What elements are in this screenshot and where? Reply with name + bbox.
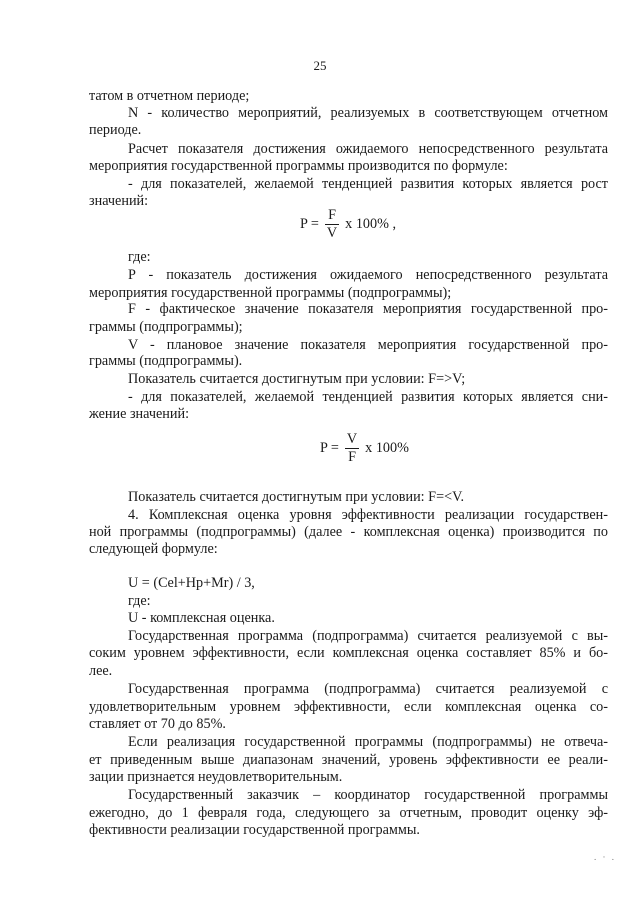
text-line: ной программы (подпрограммы) (далее - комплексная оценка) производится по bbox=[89, 524, 608, 540]
text-line: значений: bbox=[89, 193, 149, 209]
text-line: Государственная программа (подпрограмма) считается реализуемой с bbox=[128, 681, 608, 697]
text-line: зации признается неудовлетворительным. bbox=[89, 769, 343, 785]
formula-decline-rhs: x 100% bbox=[365, 440, 409, 456]
text-line: U - комплексная оценка. bbox=[128, 610, 275, 626]
text-line: ставляет от 70 до 85%. bbox=[89, 716, 226, 732]
text-line: P - показатель достижения ожидаемого непосредственного результата bbox=[128, 267, 608, 283]
formula-rise-denominator: V bbox=[326, 225, 338, 241]
text-line: следующей формуле: bbox=[89, 541, 218, 557]
text-line: V - плановое значение показателя мероприятия государственной про- bbox=[128, 337, 608, 353]
text-line: где: bbox=[128, 593, 151, 609]
text-line: Государственный заказчик – координатор государственной программы bbox=[128, 787, 608, 803]
formula-rise-lhs: P = bbox=[300, 216, 319, 232]
text-line: Показатель считается достигнутым при условии: F=>V; bbox=[128, 371, 466, 387]
text-line: где: bbox=[128, 249, 151, 265]
text-line: ежегодно, до 1 февраля года, следующего за отчетным, проводит оценку эф- bbox=[89, 805, 608, 821]
text-line: татом в отчетном периоде; bbox=[89, 88, 250, 104]
text-line: граммы (подпрограммы). bbox=[89, 353, 243, 369]
formula-rise-rhs: x 100% , bbox=[345, 216, 397, 232]
formula-rise-numerator: F bbox=[328, 207, 336, 223]
text-line: удовлетворительным уровнем эффективности, если комплексная оценка со- bbox=[89, 699, 608, 715]
text-line: 4. Комплексная оценка уровня эффективности реализации государствен- bbox=[128, 507, 608, 523]
text-line: N - количество мероприятий, реализуемых в соответствующем отчетном bbox=[128, 105, 608, 121]
text-line: Государственная программа (подпрограмма) считается реализуемой с вы- bbox=[128, 628, 608, 644]
text-line: жение значений: bbox=[89, 406, 190, 422]
formula-decline-lhs: P = bbox=[320, 440, 339, 456]
text-line: U = (Cel+Hp+Mr) / 3, bbox=[128, 575, 255, 591]
formula-decline-denominator: F bbox=[348, 449, 356, 465]
text-line: граммы (подпрограммы); bbox=[89, 319, 243, 335]
scan-mark: . · . bbox=[594, 852, 616, 862]
formula-rise bbox=[300, 208, 396, 241]
text-line: - для показателей, желаемой тенденцией развития которых является рост bbox=[128, 176, 608, 192]
text-line: соким уровнем эффективности, если комплексная оценка составляет 85% и бо- bbox=[89, 645, 608, 661]
page-number: 25 bbox=[313, 58, 327, 73]
formula-rise-fraction bbox=[325, 208, 339, 241]
formula-decline-fraction bbox=[345, 432, 359, 465]
text-line: мероприятия государственной программы (подпрограммы); bbox=[89, 285, 452, 301]
text-line: фективности реализации государственной программы. bbox=[89, 822, 420, 838]
text-line: Показатель считается достигнутым при условии: F=<V. bbox=[128, 489, 465, 505]
text-line: лее. bbox=[89, 663, 113, 679]
text-line: ет приведенным выше диапазонам значений, уровень эффективности ее реали- bbox=[89, 752, 608, 768]
text-line: - для показателей, желаемой тенденцией развития которых является сни- bbox=[128, 389, 608, 405]
text-line: периоде. bbox=[89, 122, 142, 138]
formula-decline-numerator: V bbox=[346, 431, 358, 447]
text-line: Расчет показателя достижения ожидаемого непосредственного результата bbox=[128, 141, 608, 157]
text-line: мероприятия государственной программы производится по формуле: bbox=[89, 158, 508, 174]
text-line: Если реализация государственной программы (подпрограммы) не отвеча- bbox=[128, 734, 608, 750]
text-line: F - фактическое значение показателя мероприятия государственной про- bbox=[128, 301, 608, 317]
formula-decline bbox=[320, 432, 409, 465]
